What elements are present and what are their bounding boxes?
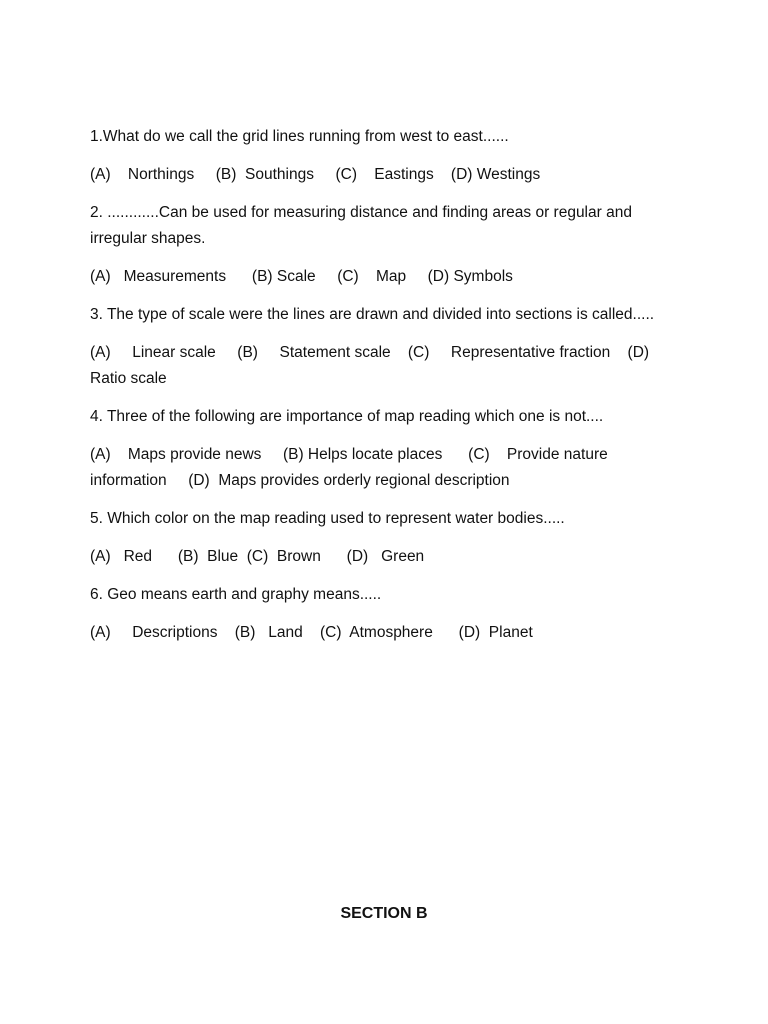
questions-list [90, 124, 690, 658]
question-6 [90, 582, 690, 646]
question-4-options-line-1: (A) Maps provide news (B) Helps locate places (C) Provide nature [90, 446, 608, 463]
question-1-text: 1.What do we call the grid lines running from west to east...... [90, 128, 509, 145]
question-5-text: 5. Which color on the map reading used to represent water bodies..... [90, 510, 565, 527]
question-1 [90, 124, 690, 188]
question-6-options: (A) Descriptions (B) Land (C) Atmosphere (D) Planet [90, 624, 533, 641]
question-4-text: 4. Three of the following are importance of map reading which one is not.... [90, 408, 604, 425]
question-4 [90, 404, 690, 494]
question-3-options-line-1: (A) Linear scale (B) Statement scale (C) Representative fraction (D) [90, 344, 650, 361]
question-3 [90, 302, 690, 392]
question-2 [90, 200, 690, 290]
question-4-options-line-2: information (D) Maps provides orderly regional description [90, 472, 510, 489]
question-3-text: 3. The type of scale were the lines are drawn and divided into sections is called..... [90, 306, 655, 323]
question-2-options: (A) Measurements (B) Scale (C) Map (D) Symbols [90, 268, 513, 285]
question-2-text-line-1: 2. ............Can be used for measuring distance and finding areas or regular and [90, 204, 632, 221]
question-1-options: (A) Northings (B) Southings (C) Eastings (D) Westings [90, 166, 541, 183]
question-6-text: 6. Geo means earth and graphy means..... [90, 586, 382, 603]
question-5 [90, 506, 690, 570]
section-b-heading: SECTION B [340, 905, 428, 922]
question-2-text-line-2: irregular shapes. [90, 230, 206, 247]
question-3-options-line-2: Ratio scale [90, 370, 167, 387]
question-5-options: (A) Red (B) Blue (C) Brown (D) Green [90, 548, 425, 565]
